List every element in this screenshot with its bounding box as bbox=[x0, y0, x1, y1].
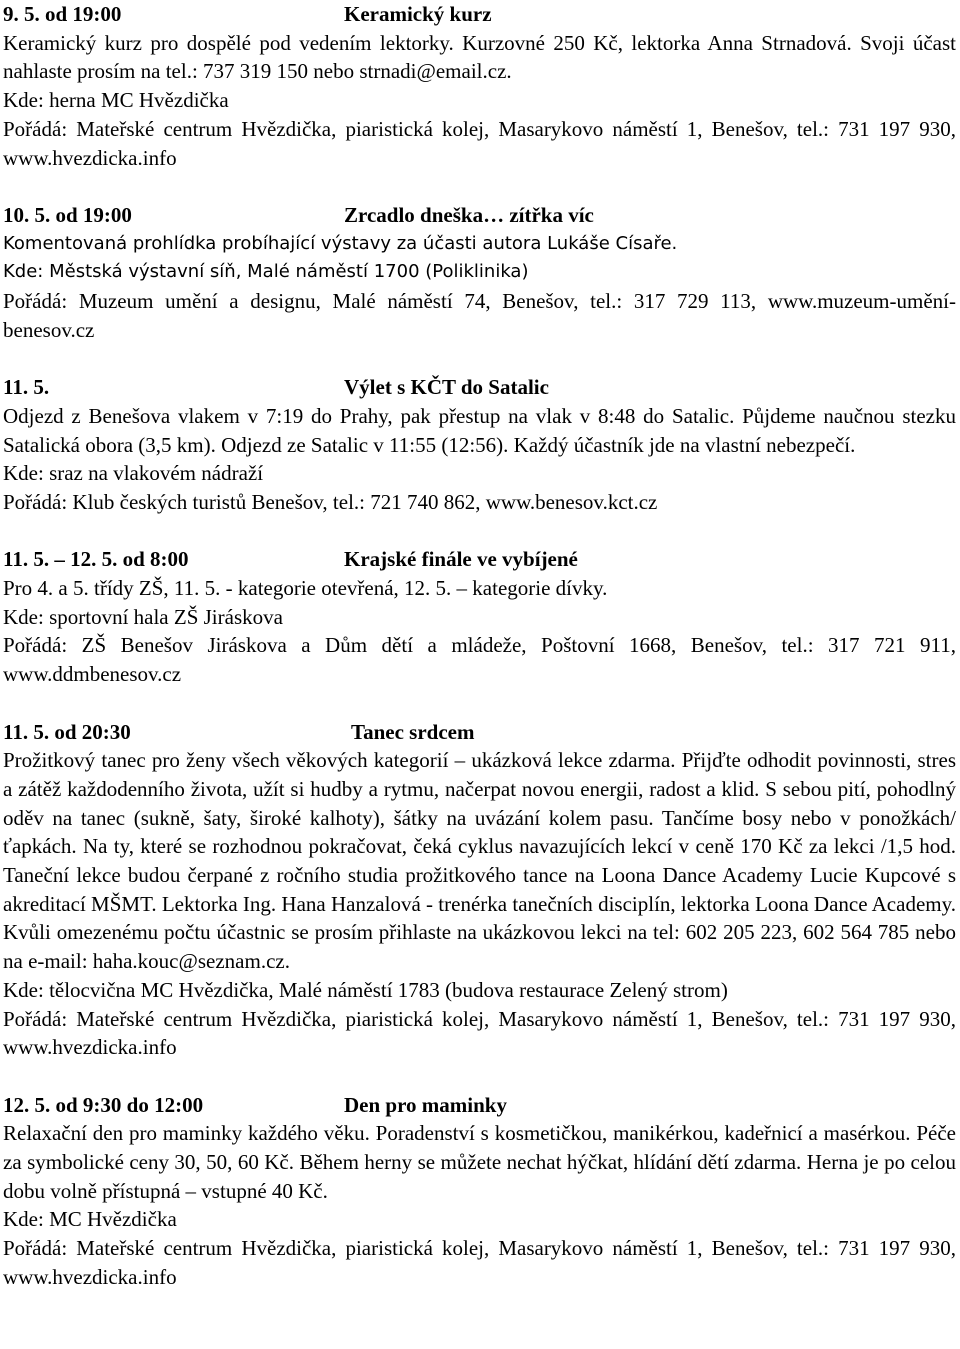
event-title: Den pro maminky bbox=[344, 1092, 507, 1117]
event-title: Keramický kurz bbox=[344, 2, 492, 26]
event-entry bbox=[3, 373, 956, 517]
event-description: Komentovaná prohlídka probíhající výstavy za účasti autora Lukáše Císaře. bbox=[3, 232, 678, 254]
event-title: Tanec srdcem bbox=[351, 719, 475, 744]
event-date: 11. 5. od 20:30 bbox=[3, 719, 131, 744]
event-location: Kde: sraz na vlakovém nádraží bbox=[3, 461, 264, 486]
event-date: 11. 5. – 12. 5. od 8:00 bbox=[3, 547, 189, 572]
event-entry bbox=[3, 201, 956, 345]
event-title: Výlet s KČT do Satalic bbox=[344, 375, 549, 400]
event-description: Odjezd z Benešova vlakem v 7:19 do Prahy, pak přestup na vlak v 8:48 do Satalic. Půjdeme naučnou stezku Satalická obora (3,5 km). Odjezd ze Satalic v 11:55 (12:56). Každý účastník jde na vlastní nebezpečí. bbox=[3, 403, 956, 457]
event-location: Kde: MC Hvězdička bbox=[3, 1207, 177, 1232]
event-date: 11. 5. bbox=[3, 375, 50, 400]
event-location: Kde: sportovní hala ZŠ Jiráskova bbox=[3, 604, 283, 629]
event-description: Relaxační den pro maminky každého věku. Poradenství s kosmetičkou, manikérkou, kadeřnicí a masérkou. Péče za symbolické ceny 30, 50, 60 Kč. Během herny se můžete nechat hýčkat, hlídání dětí zdarma. Herna je po celou dobu volně přístupná – vstupné 40 Kč. bbox=[3, 1121, 956, 1203]
event-description: Prožitkový tanec pro ženy všech věkových kategorií – ukázková lekce zdarma. Přijďte odhodit povinnosti, stres a zátěž každodenního života, užít si hudby a rytmu, načerpat novou energii, radost a klid. S sebou pití, pohodlný oděv na tanec (sukně, šaty, široké kalhoty), šátky na uvázání kolem pasu. Tančíme bosy nebo v ponožkách/ťapkách. Na ty, které se rozhodnou pokračovat, čeká cyklus navazujících lekcí v ceně 170 Kč za lekci /1,5 hod. Taneční lekce budou čerpané z ročního studia prožitkového tance na Loona Dance Academy Lucie Kupcové s akreditací MŠMT. Lektorka Ing. Hana Hanzalová - trenérka tanečních disciplín, lektorka Loona Dance Academy. Kvůli omezenému počtu účastnic se prosím přihlaste na ukázkovou lekci na tel: 602 205 223, 602 564 785 nebo na e-mail: haha.kouc@seznam.cz. bbox=[3, 748, 956, 974]
event-location: Kde: tělocvična MC Hvězdička, Malé náměstí 1783 (budova restaurace Zelený strom) bbox=[3, 977, 728, 1002]
event-organizer: Pořádá: Mateřské centrum Hvězdička, piaristická kolej, Masarykovo náměstí 1, Benešov, tel.: 731 197 930, www.hvezdicka.info bbox=[3, 1236, 956, 1289]
event-header bbox=[3, 373, 956, 402]
event-organizer: Pořádá: Muzeum umění a designu, Malé náměstí 74, Benešov, tel.: 317 729 113, www.muzeum-umění-benesov.cz bbox=[3, 289, 956, 342]
event-location: Kde: Městská výstavní síň, Malé náměstí 1700 (Poliklinika) bbox=[3, 261, 529, 283]
event-header bbox=[3, 545, 956, 574]
event-description: Pro 4. a 5. třídy ZŠ, 11. 5. - kategorie otevřená, 12. 5. – kategorie dívky. bbox=[3, 576, 608, 601]
event-header bbox=[3, 0, 956, 29]
event-entry bbox=[3, 0, 956, 172]
event-date: 10. 5. od 19:00 bbox=[3, 202, 132, 227]
event-title: Zrcadlo dneška… zítřka víc bbox=[344, 202, 594, 227]
event-entry bbox=[3, 545, 956, 689]
event-header bbox=[3, 201, 956, 230]
event-header bbox=[3, 718, 956, 747]
event-organizer: Pořádá: Klub českých turistů Benešov, tel.: 721 740 862, www.benesov.kct.cz bbox=[3, 489, 658, 514]
event-date: 9. 5. od 19:00 bbox=[3, 2, 122, 26]
event-description: Keramický kurz pro dospělé pod vedením lektorky. Kurzovné 250 Kč, lektorka Anna Strnadová. Svoji účast nahlaste prosím na tel.: 737 319 150 nebo strnadi@email.cz. bbox=[3, 30, 956, 84]
event-location: Kde: herna MC Hvězdička bbox=[3, 88, 229, 113]
event-organizer: Pořádá: ZŠ Benešov Jiráskova a Dům dětí a mládeže, Poštovní 1668, Benešov, tel.: 317 721 911, www.ddmbenesov.cz bbox=[3, 633, 956, 687]
event-date: 12. 5. od 9:30 do 12:00 bbox=[3, 1092, 204, 1117]
event-organizer: Pořádá: Mateřské centrum Hvězdička, piaristická kolej, Masarykovo náměstí 1, Benešov, tel.: 731 197 930, www.hvezdicka.info bbox=[3, 1006, 956, 1060]
event-title: Krajské finále ve vybíjené bbox=[344, 547, 578, 572]
event-entry bbox=[3, 718, 956, 1062]
event-entry bbox=[3, 1091, 956, 1292]
event-header bbox=[3, 1091, 956, 1120]
event-organizer: Pořádá: Mateřské centrum Hvězdička, piaristická kolej, Masarykovo náměstí 1, Benešov, tel.: 731 197 930, www.hvezdicka.info bbox=[3, 116, 956, 170]
